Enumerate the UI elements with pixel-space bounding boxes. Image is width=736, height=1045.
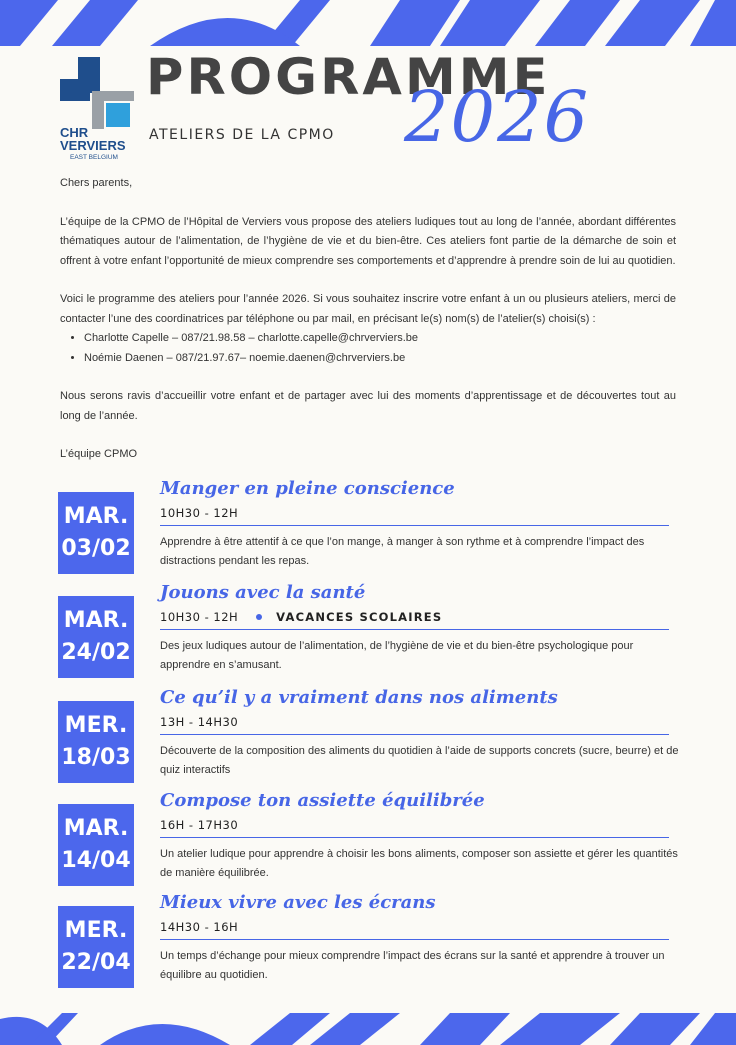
event-title: Manger en pleine conscience bbox=[160, 478, 455, 499]
event-description: Un temps d’échange pour mieux comprendre l’impact des écrans sur la santé et apprendre à trouver un équilibre au quotidien. bbox=[160, 950, 665, 981]
signature: L’équipe CPMO bbox=[60, 448, 138, 460]
intro-letter bbox=[60, 174, 676, 484]
top-stripe-band bbox=[0, 0, 736, 46]
event-day: MAR. bbox=[63, 816, 129, 841]
logo-line3: EAST BELGIUM bbox=[70, 154, 118, 161]
divider bbox=[160, 629, 669, 630]
divider bbox=[160, 734, 669, 735]
event-day: MAR. bbox=[63, 504, 129, 529]
date-badge bbox=[58, 906, 134, 988]
event-day: MER. bbox=[64, 918, 128, 943]
event-date: 24/02 bbox=[61, 640, 131, 665]
intro-paragraph-3: Nous serons ravis d’accueillir votre enfant et de partager avec lui des moments d’apprentissage et de découvertes tout au long de l’année. bbox=[60, 390, 676, 422]
event-time: 14H30 - 16H bbox=[160, 920, 239, 934]
event-time-row bbox=[160, 610, 442, 624]
divider bbox=[160, 837, 669, 838]
date-badge bbox=[58, 804, 134, 886]
event-description: Découverte de la composition des aliments du quotidien à l’aide de supports concrets (sucre, beurre) et de quiz interactifs bbox=[160, 745, 679, 776]
event-time: 10H30 - 12H bbox=[160, 506, 239, 520]
intro-paragraph-2: Voici le programme des ateliers pour l’année 2026. Si vous souhaitez inscrire votre enfant à un ou plusieurs ateliers, merci de contacter l’une des coordinatrices par téléphone ou par mail, en précisant le(s) nom(s) de l’atelier(s) choisi(s) : bbox=[60, 293, 676, 325]
event-date: 14/04 bbox=[61, 848, 131, 873]
page-subtitle: ATELIERS DE LA CPMO bbox=[149, 127, 335, 143]
event-date: 22/04 bbox=[61, 950, 131, 975]
date-badge bbox=[58, 596, 134, 678]
chr-verviers-logo bbox=[60, 57, 136, 175]
event-title: Ce qu’il y a vraiment dans nos aliments bbox=[160, 687, 558, 708]
event-date: 18/03 bbox=[61, 745, 131, 770]
greeting: Chers parents, bbox=[60, 177, 133, 189]
date-badge bbox=[58, 701, 134, 783]
bullet-dot-icon bbox=[256, 614, 262, 620]
event-description: Un atelier ludique pour apprendre à choisir les bons aliments, composer son assiette et gérer les quantités de manière équilibrée. bbox=[160, 848, 678, 879]
event-day: MER. bbox=[64, 713, 128, 738]
event-day: MAR. bbox=[63, 608, 129, 633]
event-title: Compose ton assiette équilibrée bbox=[160, 790, 485, 811]
intro-paragraph-1: L’équipe de la CPMO de l’Hôpital de Verviers vous propose des ateliers ludiques tout au long de l’année, abordant différentes thématiques autour de l’alimentation, de l’hygiène de vie et du bien-être. Ces ateliers font partie de la démarche de soin et offrent à votre enfant l’opportunité de mieux comprendre ses comportements et d’apprendre à prendre soin de lui au quotidien. bbox=[60, 215, 676, 267]
event-description: Apprendre à être attentif à ce que l’on mange, à manger à son rythme et à comprendre l’impact des distractions pendant les repas. bbox=[160, 536, 645, 567]
bottom-stripe-band bbox=[0, 1013, 736, 1045]
logo-line1: CHR bbox=[60, 125, 89, 140]
page-title: PROGRAMME bbox=[146, 48, 551, 106]
holiday-badge: VACANCES SCOLAIRES bbox=[276, 610, 443, 624]
event-date: 03/02 bbox=[61, 536, 131, 561]
date-badge bbox=[58, 492, 134, 574]
event-time: 10H30 - 12H bbox=[160, 610, 239, 624]
event-time: 16H - 17H30 bbox=[160, 818, 239, 832]
year-script: 2026 bbox=[404, 76, 591, 158]
contact-item: • Charlotte Capelle – 087/21.98.58 – charlotte.capelle@chrverviers.be bbox=[84, 329, 676, 349]
event-title: Mieux vivre avec les écrans bbox=[160, 892, 436, 913]
contact-item: • Noémie Daenen – 087/21.97.67– noemie.daenen@chrverviers.be bbox=[84, 349, 676, 369]
event-description: Des jeux ludiques autour de l’alimentation, de l’hygiène de vie et du bien-être psychologique pour apprendre en s’amusant. bbox=[160, 640, 634, 671]
contact-list bbox=[60, 329, 676, 368]
divider bbox=[160, 525, 669, 526]
event-time: 13H - 14H30 bbox=[160, 715, 239, 729]
logo-line2: VERVIERS bbox=[60, 138, 126, 153]
divider bbox=[160, 939, 669, 940]
event-title: Jouons avec la santé bbox=[160, 582, 366, 603]
